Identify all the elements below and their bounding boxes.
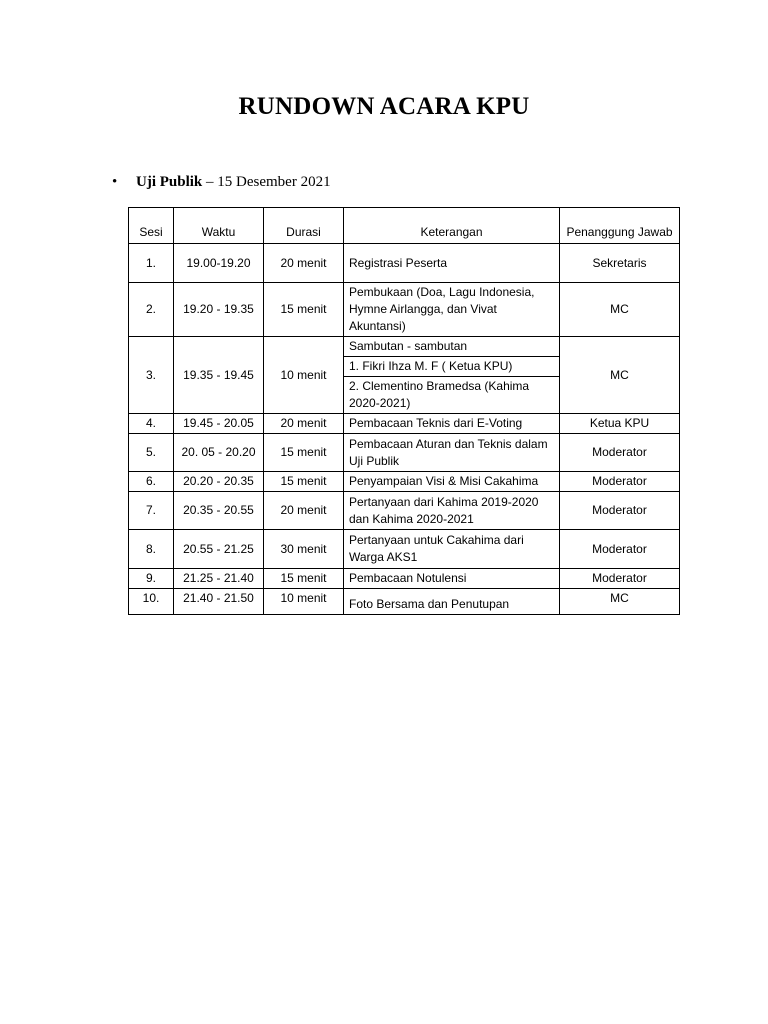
cell-waktu: 20.35 - 20.55	[174, 492, 264, 530]
event-separator: –	[202, 174, 218, 190]
cell-keterangan: Penyampaian Visi & Misi Cakahima	[344, 472, 560, 492]
cell-penanggung-jawab: MC	[560, 589, 680, 615]
cell-durasi: 15 menit	[264, 434, 344, 472]
rundown-table	[128, 207, 680, 615]
header-penanggung-jawab: Penanggung Jawab	[560, 208, 680, 244]
cell-keterangan: Pembukaan (Doa, Lagu Indonesia, Hymne Airlangga, dan Vivat Akuntansi)	[344, 283, 560, 337]
cell-waktu: 20.55 - 21.25	[174, 530, 264, 569]
cell-sesi: 3.	[129, 337, 174, 414]
cell-keterangan: Pembacaan Teknis dari E-Voting	[344, 414, 560, 434]
cell-waktu: 21.25 - 21.40	[174, 569, 264, 589]
cell-keterangan: Pembacaan Notulensi	[344, 569, 560, 589]
header-durasi: Durasi	[264, 208, 344, 244]
cell-durasi: 15 menit	[264, 472, 344, 492]
header-keterangan: Keterangan	[344, 208, 560, 244]
table-row	[129, 530, 680, 569]
header-waktu: Waktu	[174, 208, 264, 244]
cell-penanggung-jawab: MC	[560, 283, 680, 337]
cell-sesi: 6.	[129, 472, 174, 492]
cell-sesi: 7.	[129, 492, 174, 530]
cell-durasi: 20 menit	[264, 492, 344, 530]
cell-sesi: 4.	[129, 414, 174, 434]
event-name: Uji Publik	[136, 174, 203, 190]
cell-penanggung-jawab: Moderator	[560, 530, 680, 569]
cell-penanggung-jawab: Moderator	[560, 569, 680, 589]
header-sesi: Sesi	[129, 208, 174, 244]
cell-waktu: 21.40 - 21.50	[174, 589, 264, 615]
event-date: 15 Desember 2021	[217, 174, 331, 190]
cell-sesi: 9.	[129, 569, 174, 589]
cell-penanggung-jawab: Moderator	[560, 434, 680, 472]
table-row	[129, 569, 680, 589]
cell-waktu: 19.20 - 19.35	[174, 283, 264, 337]
table-row	[129, 244, 680, 283]
cell-keterangan: Registrasi Peserta	[344, 244, 560, 283]
cell-waktu: 19.45 - 20.05	[174, 414, 264, 434]
table-row	[129, 283, 680, 337]
cell-keterangan: Foto Bersama dan Penutupan	[344, 589, 560, 615]
cell-penanggung-jawab: MC	[560, 337, 680, 414]
table-row	[129, 414, 680, 434]
cell-penanggung-jawab: Moderator	[560, 492, 680, 530]
cell-durasi: 15 menit	[264, 569, 344, 589]
cell-durasi: 20 menit	[264, 244, 344, 283]
cell-keterangan-sub: 2. Clementino Bramedsa (Kahima 2020-2021)	[344, 377, 560, 414]
cell-waktu: 19.35 - 19.45	[174, 337, 264, 414]
event-line	[112, 174, 331, 191]
bullet-icon: •	[112, 174, 118, 190]
cell-sesi: 5.	[129, 434, 174, 472]
cell-waktu: 20. 05 - 20.20	[174, 434, 264, 472]
cell-penanggung-jawab: Sekretaris	[560, 244, 680, 283]
page-title: RUNDOWN ACARA KPU	[238, 93, 530, 120]
cell-sesi: 1.	[129, 244, 174, 283]
cell-keterangan-sub: 1. Fikri Ihza M. F ( Ketua KPU)	[344, 357, 560, 377]
cell-waktu: 20.20 - 20.35	[174, 472, 264, 492]
table-header-row	[129, 208, 680, 244]
table-row	[129, 589, 680, 615]
cell-durasi: 20 menit	[264, 414, 344, 434]
table-row	[129, 472, 680, 492]
cell-keterangan: Pertanyaan untuk Cakahima dari Warga AKS1	[344, 530, 560, 569]
cell-durasi: 10 menit	[264, 337, 344, 414]
cell-keterangan: Pembacaan Aturan dan Teknis dalam Uji Publik	[344, 434, 560, 472]
cell-waktu: 19.00-19.20	[174, 244, 264, 283]
cell-sesi: 10.	[129, 589, 174, 615]
cell-penanggung-jawab: Ketua KPU	[560, 414, 680, 434]
cell-sesi: 8.	[129, 530, 174, 569]
cell-penanggung-jawab: Moderator	[560, 472, 680, 492]
table-row	[129, 337, 680, 357]
table-row	[129, 434, 680, 472]
cell-durasi: 30 menit	[264, 530, 344, 569]
cell-sesi: 2.	[129, 283, 174, 337]
table-row	[129, 492, 680, 530]
cell-keterangan: Pertanyaan dari Kahima 2019-2020 dan Kahima 2020-2021	[344, 492, 560, 530]
cell-durasi: 15 menit	[264, 283, 344, 337]
cell-keterangan-sub: Sambutan - sambutan	[344, 337, 560, 357]
cell-durasi: 10 menit	[264, 589, 344, 615]
